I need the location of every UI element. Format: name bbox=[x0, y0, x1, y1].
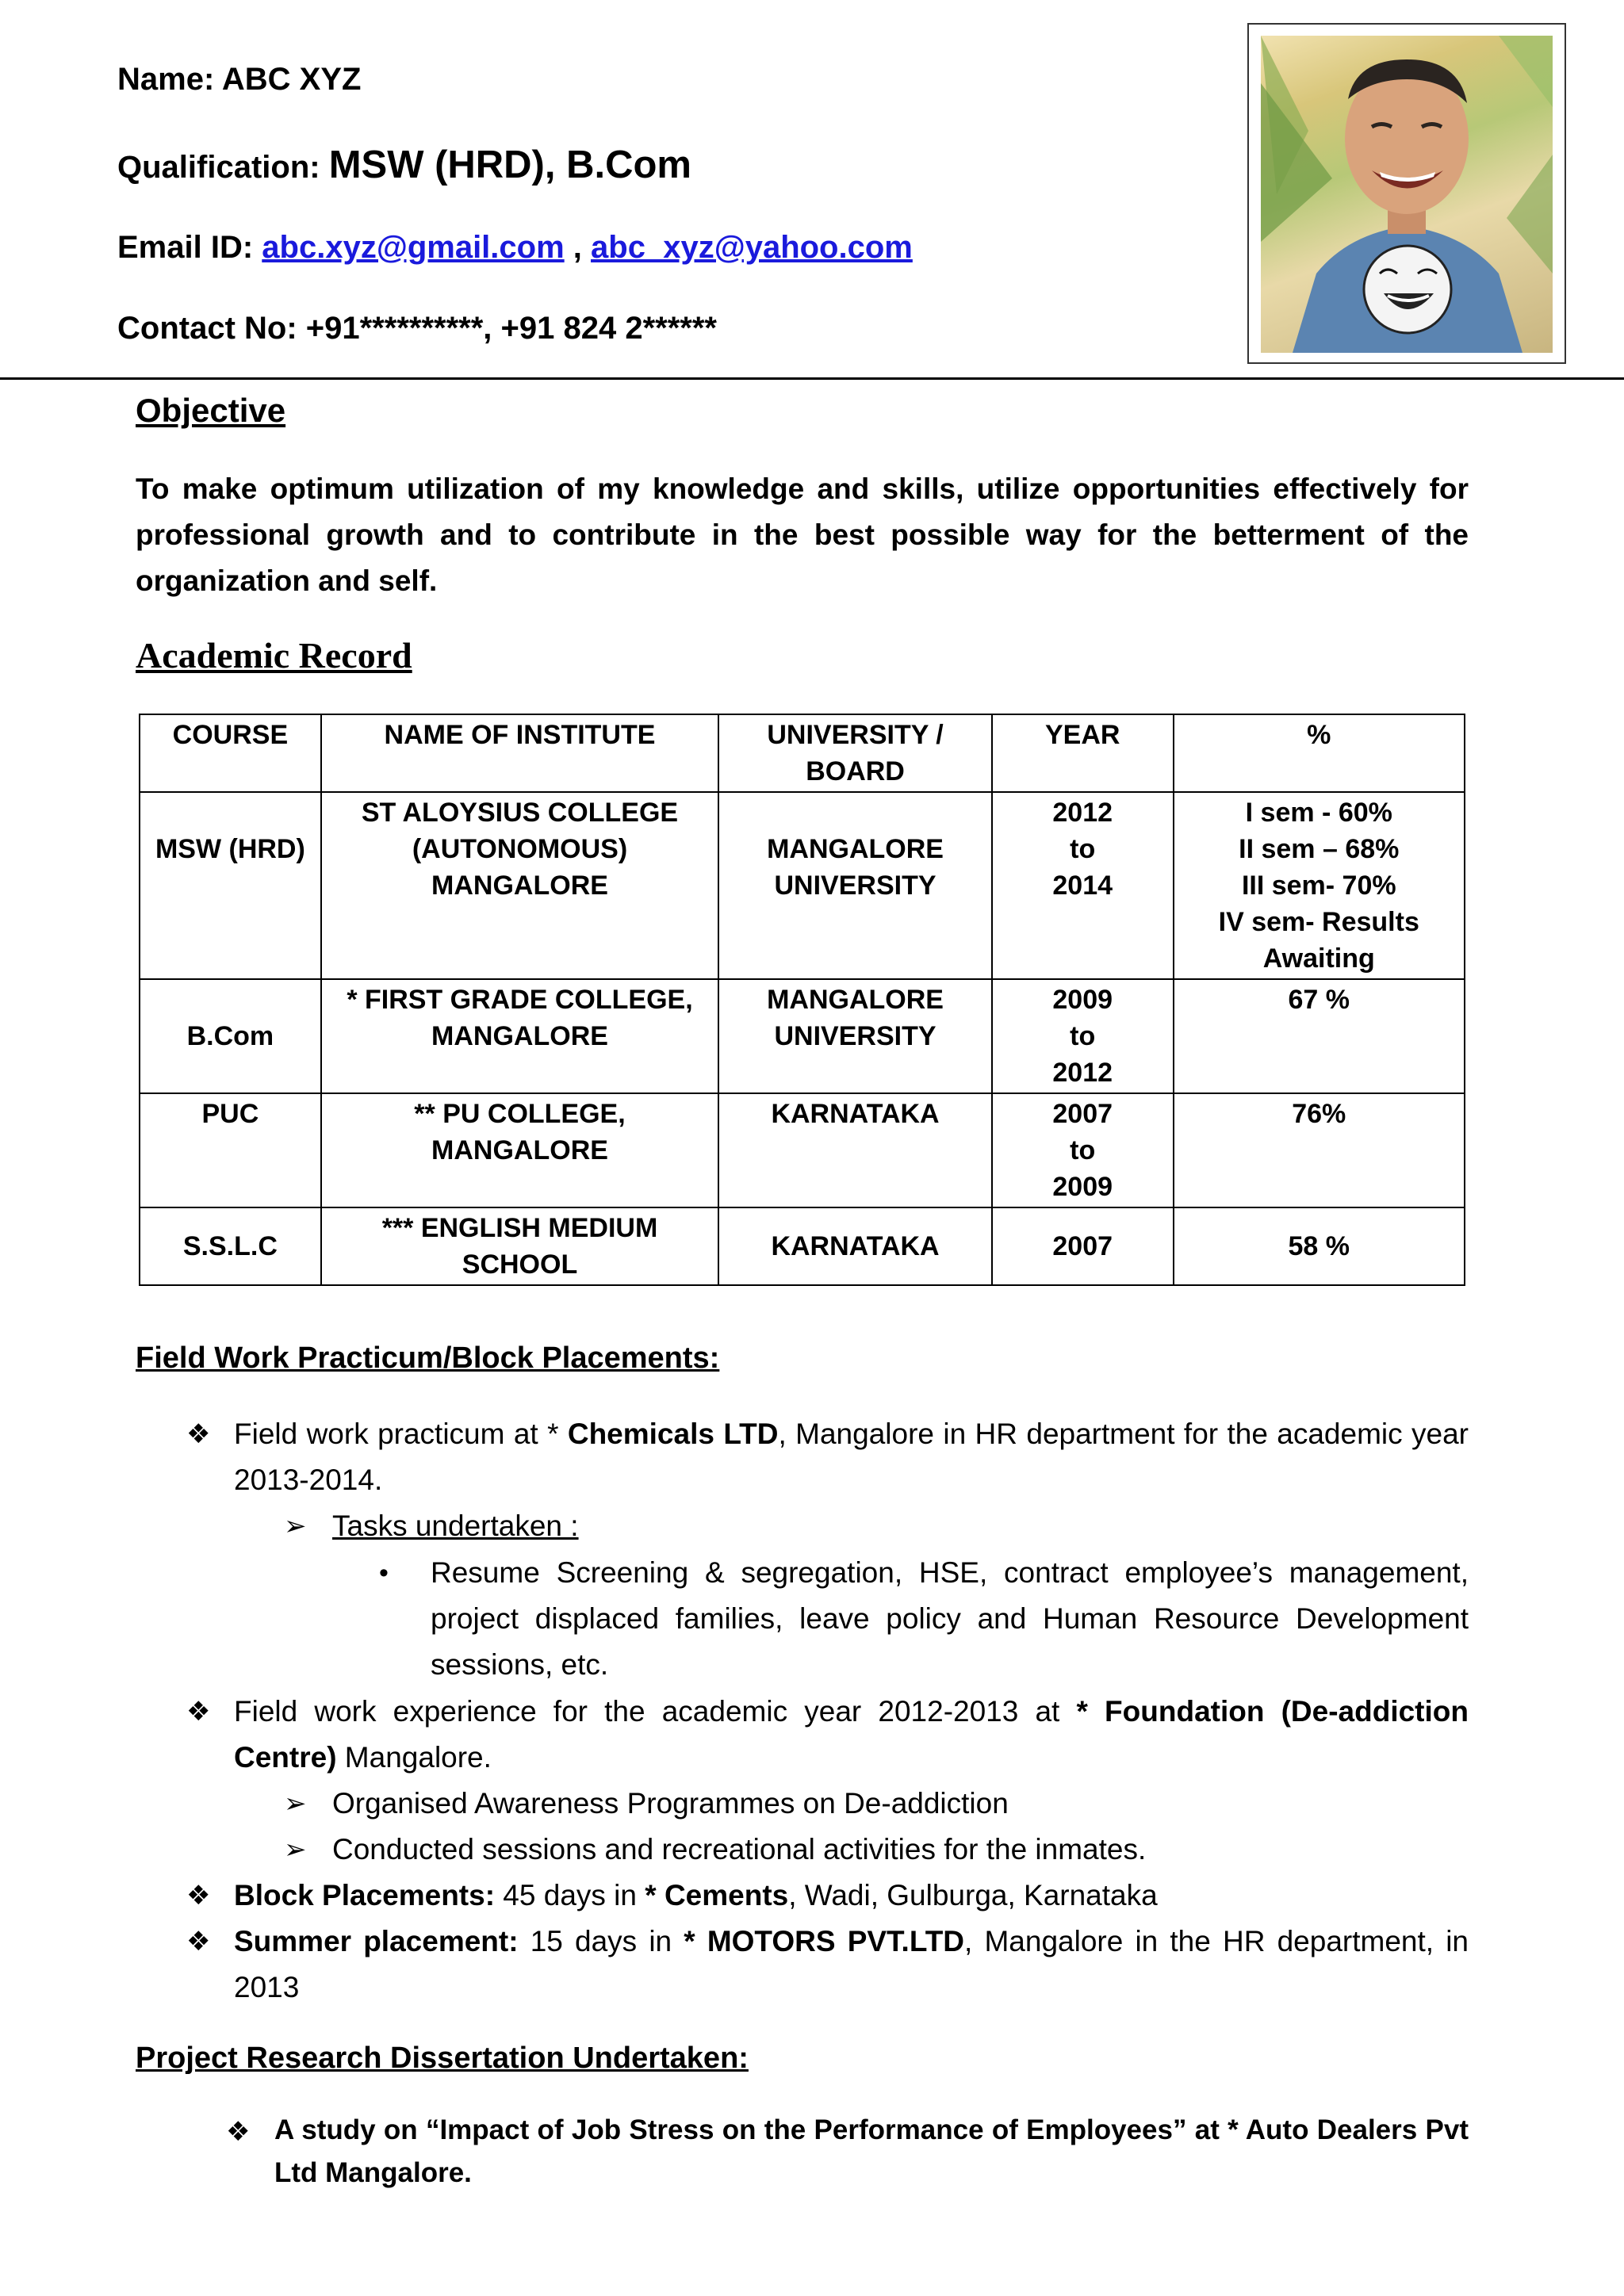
table-header-row bbox=[140, 714, 1465, 792]
cell-course bbox=[140, 979, 321, 1093]
fieldwork-item-1-text: Field work practicum at * bbox=[234, 1418, 568, 1450]
year-line: to bbox=[1070, 1021, 1096, 1051]
fieldwork-item-2 bbox=[234, 1689, 1469, 1781]
year-line: to bbox=[1070, 1135, 1096, 1165]
qualification-line bbox=[117, 143, 691, 187]
block-placement-text: 45 days in bbox=[495, 1879, 645, 1911]
tasks-label-text: Tasks undertaken : bbox=[332, 1510, 579, 1542]
diamond-bullet-icon: ❖ bbox=[186, 1927, 211, 1957]
profile-photo-frame bbox=[1247, 23, 1566, 364]
year-line: 2009 bbox=[1052, 985, 1113, 1015]
university-line: KARNATAKA bbox=[771, 1231, 940, 1261]
cell-year bbox=[992, 792, 1174, 979]
table-row bbox=[140, 979, 1465, 1093]
table-row bbox=[140, 1093, 1465, 1207]
cell-percent bbox=[1174, 792, 1465, 979]
contact-label: Contact No: bbox=[117, 311, 297, 346]
tasks-description: Resume Screening & segregation, HSE, contract employee’s management, project displaced families, leave policy and Human Resource Development sessions, etc. bbox=[431, 1556, 1469, 1681]
year-line: 2014 bbox=[1052, 871, 1113, 901]
cell-year bbox=[992, 1207, 1174, 1285]
fieldwork-sub-item-awareness: Organised Awareness Programmes on De-addiction bbox=[332, 1787, 1009, 1820]
objective-text: To make optimum utilization of my knowledge and skills, utilize opportunities effectively for professional growth and to contribute in the best possible way for the betterment of the organization and self. bbox=[136, 473, 1469, 597]
course-text: MSW (HRD) bbox=[155, 834, 305, 864]
block-placement-company: * Cements bbox=[645, 1879, 789, 1911]
percent-line: III sem- 70% bbox=[1241, 871, 1396, 901]
table-row bbox=[140, 792, 1465, 979]
fieldwork-item-1-company: Chemicals LTD bbox=[567, 1418, 779, 1450]
project-heading: Project Research Dissertation Undertaken: bbox=[136, 2042, 749, 2075]
summer-placement-company: * MOTORS PVT.LTD bbox=[684, 1925, 965, 1957]
university-line: MANGALORE bbox=[767, 834, 944, 864]
cell-percent bbox=[1174, 979, 1465, 1093]
course-text: S.S.L.C bbox=[182, 1231, 278, 1261]
fieldwork-item-1-text-end: , Mangalore in HR department for the academic year 2013-2014. bbox=[234, 1418, 1469, 1496]
contact-value: +91**********, +91 824 2****** bbox=[305, 311, 717, 346]
academic-table bbox=[139, 714, 1465, 1286]
email-link-yahoo[interactable]: abc_xyz@yahoo.com bbox=[591, 230, 913, 265]
year-line: 2009 bbox=[1052, 1172, 1113, 1202]
block-placement-location: , Wadi, Gulburga, Karnataka bbox=[788, 1879, 1158, 1911]
year-line: 2007 bbox=[1052, 1231, 1113, 1261]
col-header-course: COURSE bbox=[140, 714, 321, 792]
institute-line: MANGALORE bbox=[431, 1135, 608, 1165]
course-text: B.Com bbox=[186, 1021, 274, 1051]
arrow-bullet-icon: ➢ bbox=[284, 1511, 307, 1541]
email-separator: , bbox=[573, 230, 582, 265]
fieldwork-item-1 bbox=[234, 1411, 1469, 1503]
cell-institute bbox=[321, 1207, 718, 1285]
university-line: KARNATAKA bbox=[771, 1099, 940, 1129]
fieldwork-item-2-org: * Foundation (De-addiction Centre) bbox=[234, 1695, 1469, 1774]
person-photo-icon bbox=[1261, 36, 1553, 353]
email-link-gmail[interactable]: abc.xyz@gmail.com bbox=[262, 230, 565, 265]
percent-line: 67 % bbox=[1288, 985, 1350, 1015]
header-divider bbox=[0, 377, 1624, 380]
course-text: PUC bbox=[201, 1099, 259, 1129]
cell-university bbox=[718, 1207, 992, 1285]
institute-line: SCHOOL bbox=[462, 1249, 578, 1280]
col-header-year: YEAR bbox=[992, 714, 1174, 792]
cell-institute bbox=[321, 792, 718, 979]
year-line: 2012 bbox=[1052, 798, 1113, 828]
cell-year bbox=[992, 979, 1174, 1093]
year-line: to bbox=[1070, 834, 1096, 864]
arrow-bullet-icon: ➢ bbox=[284, 1789, 307, 1819]
percent-line: Awaiting bbox=[1262, 943, 1375, 974]
diamond-bullet-icon: ❖ bbox=[186, 1697, 211, 1727]
fieldwork-sub-item-sessions: Conducted sessions and recreational activities for the inmates. bbox=[332, 1833, 1147, 1866]
col-header-institute: NAME OF INSTITUTE bbox=[321, 714, 718, 792]
academic-heading: Academic Record bbox=[136, 635, 412, 675]
university-line: UNIVERSITY bbox=[774, 871, 936, 901]
cell-institute bbox=[321, 1093, 718, 1207]
fieldwork-item-3 bbox=[234, 1873, 1469, 1919]
percent-line: I sem - 60% bbox=[1245, 798, 1392, 828]
cell-percent bbox=[1174, 1093, 1465, 1207]
name-label: Name: bbox=[117, 62, 215, 97]
cell-university bbox=[718, 979, 992, 1093]
year-line: 2012 bbox=[1052, 1058, 1113, 1088]
name-value: ABC XYZ bbox=[221, 62, 362, 97]
university-line: MANGALORE bbox=[767, 985, 944, 1015]
cell-percent bbox=[1174, 1207, 1465, 1285]
col-header-percent: % bbox=[1174, 714, 1465, 792]
tasks-undertaken-label bbox=[332, 1503, 579, 1549]
percent-line: 58 % bbox=[1288, 1231, 1350, 1261]
cell-course bbox=[140, 792, 321, 979]
summer-placement-details: , Mangalore in the HR department, in 2013 bbox=[234, 1925, 1469, 2003]
objective-heading: Objective bbox=[136, 392, 286, 429]
cell-university bbox=[718, 1093, 992, 1207]
project-item-1: A study on “Impact of Job Stress on the Performance of Employees” at * Auto Dealers Pvt Ltd Mangalore. bbox=[274, 2114, 1469, 2188]
contact-line bbox=[117, 311, 717, 346]
cell-institute bbox=[321, 979, 718, 1093]
col-header-university: UNIVERSITY / BOARD bbox=[718, 714, 992, 792]
institute-line: *** ENGLISH MEDIUM bbox=[381, 1213, 658, 1243]
cell-course bbox=[140, 1093, 321, 1207]
institute-line: (AUTONOMOUS) bbox=[412, 834, 628, 864]
university-line: UNIVERSITY bbox=[774, 1021, 936, 1051]
percent-line: IV sem- Results bbox=[1218, 907, 1419, 937]
profile-photo bbox=[1261, 36, 1553, 353]
cell-university bbox=[718, 792, 992, 979]
cell-course bbox=[140, 1207, 321, 1285]
percent-line: 76% bbox=[1292, 1099, 1346, 1129]
fieldwork-item-2-text-end: Mangalore. bbox=[336, 1741, 492, 1774]
institute-line: ST ALOYSIUS COLLEGE bbox=[361, 798, 679, 828]
name-line bbox=[117, 62, 361, 98]
fieldwork-item-2-text: Field work experience for the academic year 2012-2013 at bbox=[234, 1695, 1077, 1728]
diamond-bullet-icon: ❖ bbox=[186, 1881, 211, 1911]
qualification-label: Qualification: bbox=[117, 150, 320, 185]
email-line bbox=[117, 230, 913, 266]
institute-line: * FIRST GRADE COLLEGE, bbox=[347, 985, 693, 1015]
percent-line: II sem – 68% bbox=[1239, 834, 1400, 864]
arrow-bullet-icon: ➢ bbox=[284, 1835, 307, 1865]
institute-line: MANGALORE bbox=[431, 871, 608, 901]
year-line: 2007 bbox=[1052, 1099, 1113, 1129]
qualification-value: MSW (HRD), B.Com bbox=[328, 144, 691, 186]
block-placement-label: Block Placements: bbox=[234, 1879, 496, 1911]
table-row bbox=[140, 1207, 1465, 1285]
diamond-bullet-icon: ❖ bbox=[226, 2117, 251, 2147]
institute-line: MANGALORE bbox=[431, 1021, 608, 1051]
cell-year bbox=[992, 1093, 1174, 1207]
summer-placement-text: 15 days in bbox=[518, 1925, 684, 1957]
institute-line: ** PU COLLEGE, bbox=[414, 1099, 626, 1129]
summer-placement-label: Summer placement: bbox=[234, 1925, 519, 1957]
dot-bullet-icon: • bbox=[379, 1558, 389, 1588]
email-label: Email ID: bbox=[117, 230, 254, 265]
diamond-bullet-icon: ❖ bbox=[186, 1419, 211, 1449]
fieldwork-item-4 bbox=[234, 1919, 1469, 2011]
fieldwork-heading: Field Work Practicum/Block Placements: bbox=[136, 1341, 720, 1375]
